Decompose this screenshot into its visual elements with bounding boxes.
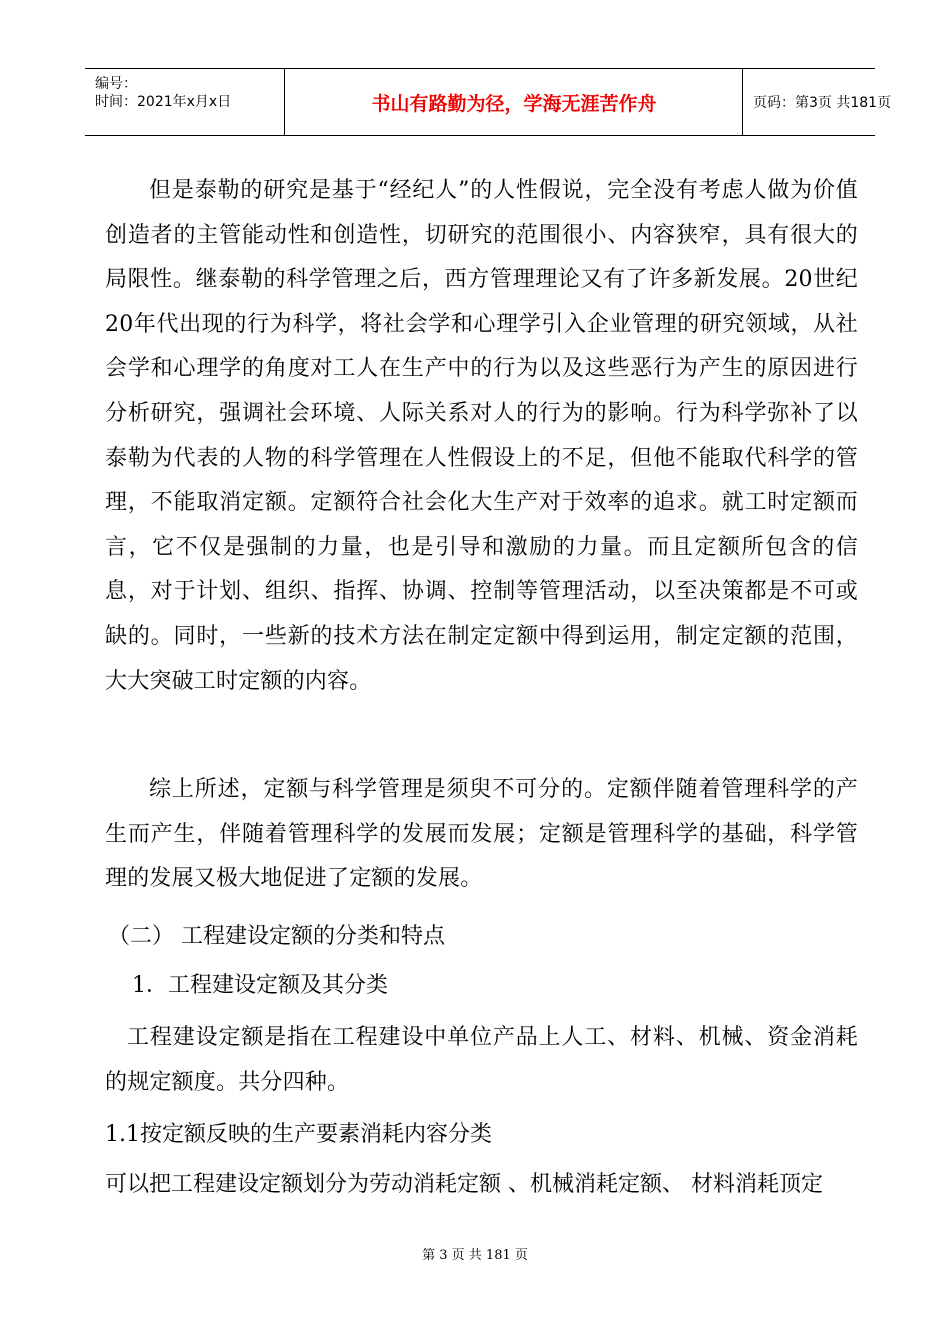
header-motto: 书山有路勤为径，学海无涯苦作舟 bbox=[371, 93, 657, 115]
header-page-label: 页码：第3页 共181页 bbox=[753, 95, 892, 111]
document-time-label: 时间：2021年x月x日 bbox=[95, 94, 232, 110]
paragraph-summary: 综上所述，定额与科学管理是须臾不可分的。定额伴随着管理科学的产生而产生，伴随着管理科学的发展而发展；定额是管理科学的基础，科学管理的发展又极大地促进了定额的发展。 bbox=[105, 777, 858, 892]
section-heading: （二） 工程建设定额的分类和特点 bbox=[108, 924, 445, 949]
header-motto-cell bbox=[285, 69, 743, 135]
paragraph-factor-types: 可以把工程建设定额划分为劳动消耗定额 、机械消耗定额、 材料消耗顶定 bbox=[105, 1172, 823, 1197]
document-number-label: 编号： bbox=[95, 76, 137, 92]
page-header bbox=[85, 68, 892, 136]
paragraph-behavioral-science: 但是泰勒的研究是基于“经纪人”的人性假说，完全没有考虑人做为价值创造者的主管能动性和创造性，切研究的范围很小、内容狭窄，具有很大的局限性。继泰勒的科学管理之后，西方管理理论又有了许多新发展。20世纪20年代出现的行为科学，将社会学和心理学引入企业管理的研究领域，从社会学和心理学的角度对工人在生产中的行为以及这些恶行为产生的原因进行分析研究，强调社会环境、人际关系对人的行为的影响。行为科学弥补了以泰勒为代表的人物的科学管理在人性假设上的不足，但他不能取代科学的管理，不能取消定额。定额符合社会化大生产对于效率的追求。就工时定额而言，它不仅是强制的力量，也是引导和激励的力量。而且定额所包含的信息，对于计划、组织、指挥、协调、控制等管理活动，以至决策都是不可或缺的。同时，一些新的技术方法在制定定额中得到运用，制定定额的范围，大大突破工时定额的内容。 bbox=[105, 178, 858, 694]
paragraph-definition: 工程建设定额是指在工程建设中单位产品上人工、材料、机械、资金消耗的规定额度。共分四种。 bbox=[105, 1025, 858, 1095]
page-footer: 第 3 页 共 181 页 bbox=[422, 1248, 528, 1263]
header-page-cell bbox=[743, 69, 892, 135]
sub-heading-factor-classification: 1.1按定额反映的生产要素消耗内容分类 bbox=[105, 1122, 492, 1147]
header-meta-cell bbox=[85, 69, 285, 135]
sub-heading-classification: 1．工程建设定额及其分类 bbox=[132, 973, 388, 998]
